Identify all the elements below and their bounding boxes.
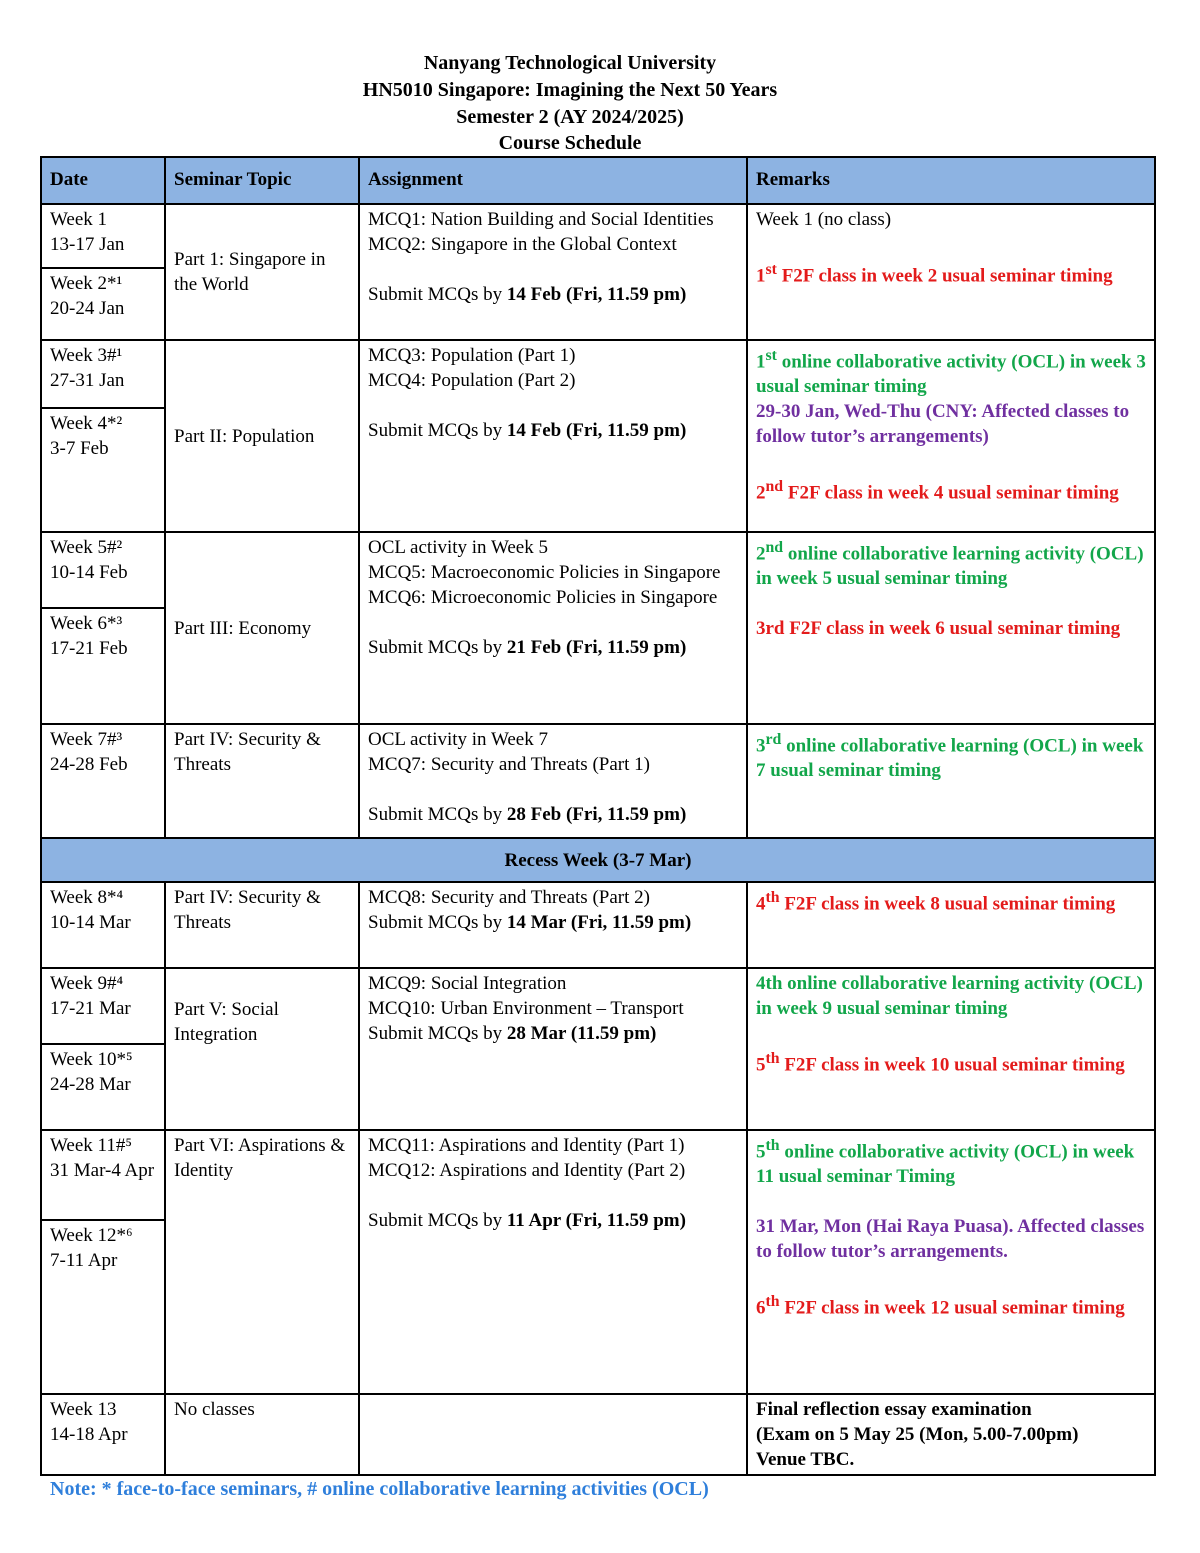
date-cell: Week 10*⁵ 24-28 Mar [41,1044,165,1130]
remarks-cell: 4th online collaborative learning activity (OCL) in week 9 usual seminar timing 5th F2F class in week 10 usual seminar timing [747,968,1155,1130]
topic-cell: No classes [165,1394,359,1475]
table-row [41,882,1155,968]
remarks-cell: 1st online collaborative activity (OCL) in week 3 usual seminar timing 29-30 Jan, Wed-Thu (CNY: Affected classes to follow tutor’s arrangements) 2nd F2F class in week 4 usual seminar timing [747,340,1155,532]
col-header-date: Date [41,157,165,204]
footnote: Note: * face-to-face seminars, # online collaborative learning activities (OCL) [50,1478,709,1500]
assignment-cell: MCQ8: Security and Threats (Part 2) Submit MCQs by 14 Mar (Fri, 11.59 pm) [359,882,747,968]
topic-cell: Part IV: Security & Threats [165,882,359,968]
remarks-cell: 2nd online collaborative learning activity (OCL) in week 5 usual seminar timing 3rd F2F class in week 6 usual seminar timing [747,532,1155,724]
assignment-cell: MCQ1: Nation Building and Social Identities MCQ2: Singapore in the Global Context Submit MCQs by 14 Feb (Fri, 11.59 pm) [359,204,747,340]
table-row [41,340,1155,408]
table-row [41,1130,1155,1220]
table-row [41,1394,1155,1475]
remarks-cell: 3rd online collaborative learning (OCL) in week 7 usual seminar timing [747,724,1155,838]
topic-cell: Part III: Economy [165,532,359,724]
recess-row [41,838,1155,882]
assignment-cell: OCL activity in Week 5 MCQ5: Macroeconomic Policies in Singapore MCQ6: Microeconomic Policies in Singapore Submit MCQs by 21 Feb (Fri, 11.59 pm) [359,532,747,724]
col-header-remarks: Remarks [747,157,1155,204]
date-cell: Week 2*¹ 20-24 Jan [41,268,165,340]
date-cell: Week 5#² 10-14 Feb [41,532,165,608]
topic-cell: Part VI: Aspirations & Identity [165,1130,359,1394]
date-cell: Week 9#⁴ 17-21 Mar [41,968,165,1044]
date-cell: Week 3#¹ 27-31 Jan [41,340,165,408]
date-cell: Week 13 14-18 Apr [41,1394,165,1475]
date-cell: Week 12*⁶ 7-11 Apr [41,1220,165,1394]
remarks-cell: 4th F2F class in week 8 usual seminar timing [747,882,1155,968]
remarks-cell: Week 1 (no class) 1st F2F class in week 2 usual seminar timing [747,204,1155,340]
assignment-cell: MCQ9: Social Integration MCQ10: Urban Environment – Transport Submit MCQs by 28 Mar (11.59 pm) [359,968,747,1130]
col-header-assignment: Assignment [359,157,747,204]
date-cell: Week 1 13-17 Jan [41,204,165,268]
topic-cell: Part II: Population [165,340,359,532]
topic-cell: Part IV: Security & Threats [165,724,359,838]
assignment-cell: OCL activity in Week 7 MCQ7: Security and Threats (Part 1) Submit MCQs by 28 Feb (Fri, 11.59 pm) [359,724,747,838]
table-row [41,532,1155,608]
date-cell: Week 8*⁴ 10-14 Mar [41,882,165,968]
assignment-cell: MCQ11: Aspirations and Identity (Part 1) MCQ12: Aspirations and Identity (Part 2) Submit MCQs by 11 Apr (Fri, 11.59 pm) [359,1130,747,1394]
topic-cell: Part 1: Singapore in the World [165,204,359,340]
table-row [41,204,1155,268]
remarks-cell: 5th online collaborative activity (OCL) in week 11 usual seminar Timing 31 Mar, Mon (Hai Raya Puasa). Affected classes to follow tutor’s arrangements. 6th F2F class in week 12 usual seminar timing [747,1130,1155,1394]
remarks-cell: Final reflection essay examination (Exam on 5 May 25 (Mon, 5.00-7.00pm) Venue TBC. [747,1394,1155,1475]
schedule-table [40,156,1156,1476]
topic-cell: Part V: Social Integration [165,968,359,1130]
date-cell: Week 11#⁵ 31 Mar-4 Apr [41,1130,165,1220]
recess-label: Recess Week (3-7 Mar) [41,838,1155,882]
date-cell: Week 4*² 3-7 Feb [41,408,165,532]
doc-title-line2: HN5010 Singapore: Imagining the Next 50 Years [362,79,778,101]
doc-title-line4: Course Schedule [498,132,642,154]
table-row [41,724,1155,838]
col-header-topic: Seminar Topic [165,157,359,204]
doc-title-line1: Nanyang Technological University [423,52,717,74]
table-header-row [41,157,1155,204]
assignment-cell: MCQ3: Population (Part 1) MCQ4: Population (Part 2) Submit MCQs by 14 Feb (Fri, 11.59 pm) [359,340,747,532]
date-cell: Week 6*³ 17-21 Feb [41,608,165,724]
assignment-cell [359,1394,747,1475]
date-cell: Week 7#³ 24-28 Feb [41,724,165,838]
doc-title-line3: Semester 2 (AY 2024/2025) [456,106,684,128]
table-row [41,968,1155,1044]
